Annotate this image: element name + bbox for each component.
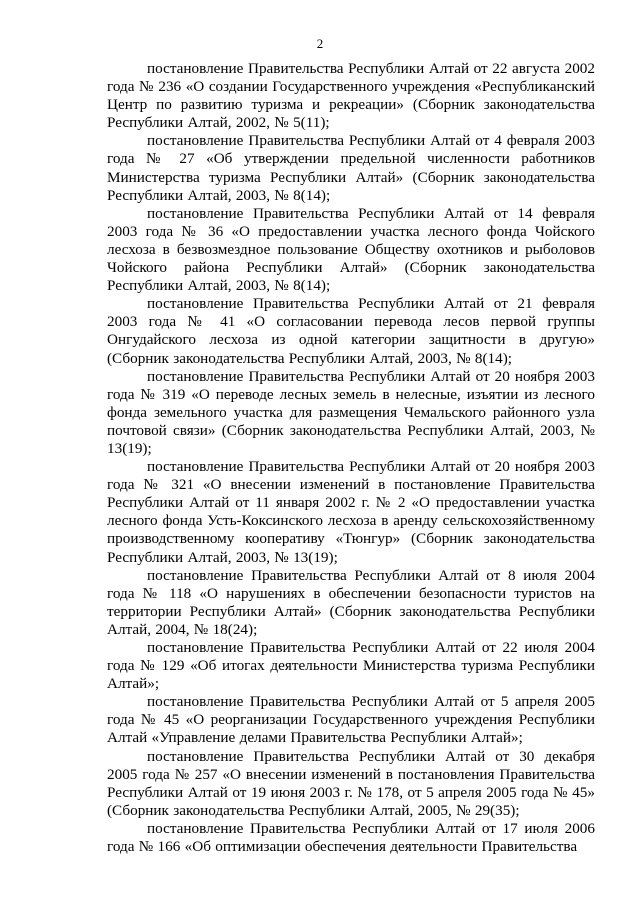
page-number: 2	[316, 36, 324, 51]
list-item: постановление Правительства Республики Алтай от 20 ноября 2003 года № 319 «О переводе лесных земель в нелесные, изъятии из лесного фонда земельного участка для размещения Чемальского районного узла почтовой связи» (Сборник законодательства Республики Алтай, 2003, № 13(19);	[107, 367, 595, 457]
list-item: постановление Правительства Республики Алтай от 14 февраля 2003 года № 36 «О предоставлении участка лесного фонда Чойского лесхоза в безвозмездное пользование Обществу охотников и рыболовов Чойского района Республики Алтай» (Сборник законодательства Республики Алтай, 2003, № 8(14);	[107, 204, 595, 295]
document-body	[107, 60, 595, 856]
list-item: постановление Правительства Республики Алтай от 17 июля 2006 года № 166 «Об оптимизации обеспечения деятельности Правительства	[107, 819, 595, 856]
list-item: постановление Правительства Республики Алтай от 21 февраля 2003 года № 41 «О согласовании перевода лесов первой группы Онгудайского лесхоза из одной категории защитности в другую» (Сборник законодательства Республики Алтай, 2003, № 8(14);	[107, 295, 595, 367]
list-item: постановление Правительства Республики Алтай от 8 июля 2004 года № 118 «О нарушениях в обеспечении безопасности туристов на территории Республики Алтай» (Сборник законодательства Республики Алтай, 2004, № 18(24);	[107, 566, 595, 638]
list-item: постановление Правительства Республики Алтай от 20 ноября 2003 года № 321 «О внесении изменений в постановление Правительства Республики Алтай от 11 января 2002 г. № 2 «О предоставлении участка лесного фонда Усть-Коксинского лесхоза в аренду сельскохозяйственному производственному кооперативу «Тюнгур» (Сборник законодательства Республики Алтай, 2003, № 13(19);	[107, 458, 595, 566]
list-item: постановление Правительства Республики Алтай от 22 июля 2004 года № 129 «Об итогах деятельности Министерства туризма Республики Алтай»;	[107, 639, 595, 693]
list-item: постановление Правительства Республики Алтай от 5 апреля 2005 года № 45 «О реорганизации Государственного учреждения Республики Алтай «Управление делами Правительства Республики Алтай»;	[107, 693, 595, 747]
list-item: постановление Правительства Республики Алтай от 30 декабря 2005 года № 257 «О внесении изменений в постановления Правительства Республики Алтай от 19 июня 2003 г. № 178, от 5 апреля 2005 года № 45» (Сборник законодательства Республики Алтай, 2005, № 29(35);	[107, 747, 595, 819]
list-item: постановление Правительства Республики Алтай от 4 февраля 2003 года № 27 «Об утверждении предельной численности работников Министерства туризма Республики Алтай» (Сборник законодательства Республики Алтай, 2003, № 8(14);	[107, 132, 595, 204]
list-item: постановление Правительства Республики Алтай от 22 августа 2002 года № 236 «О создании Государственного учреждения «Республиканский Центр по развитию туризма и рекреации» (Сборник законодательства Республики Алтай, 2002, № 5(11);	[107, 60, 595, 132]
